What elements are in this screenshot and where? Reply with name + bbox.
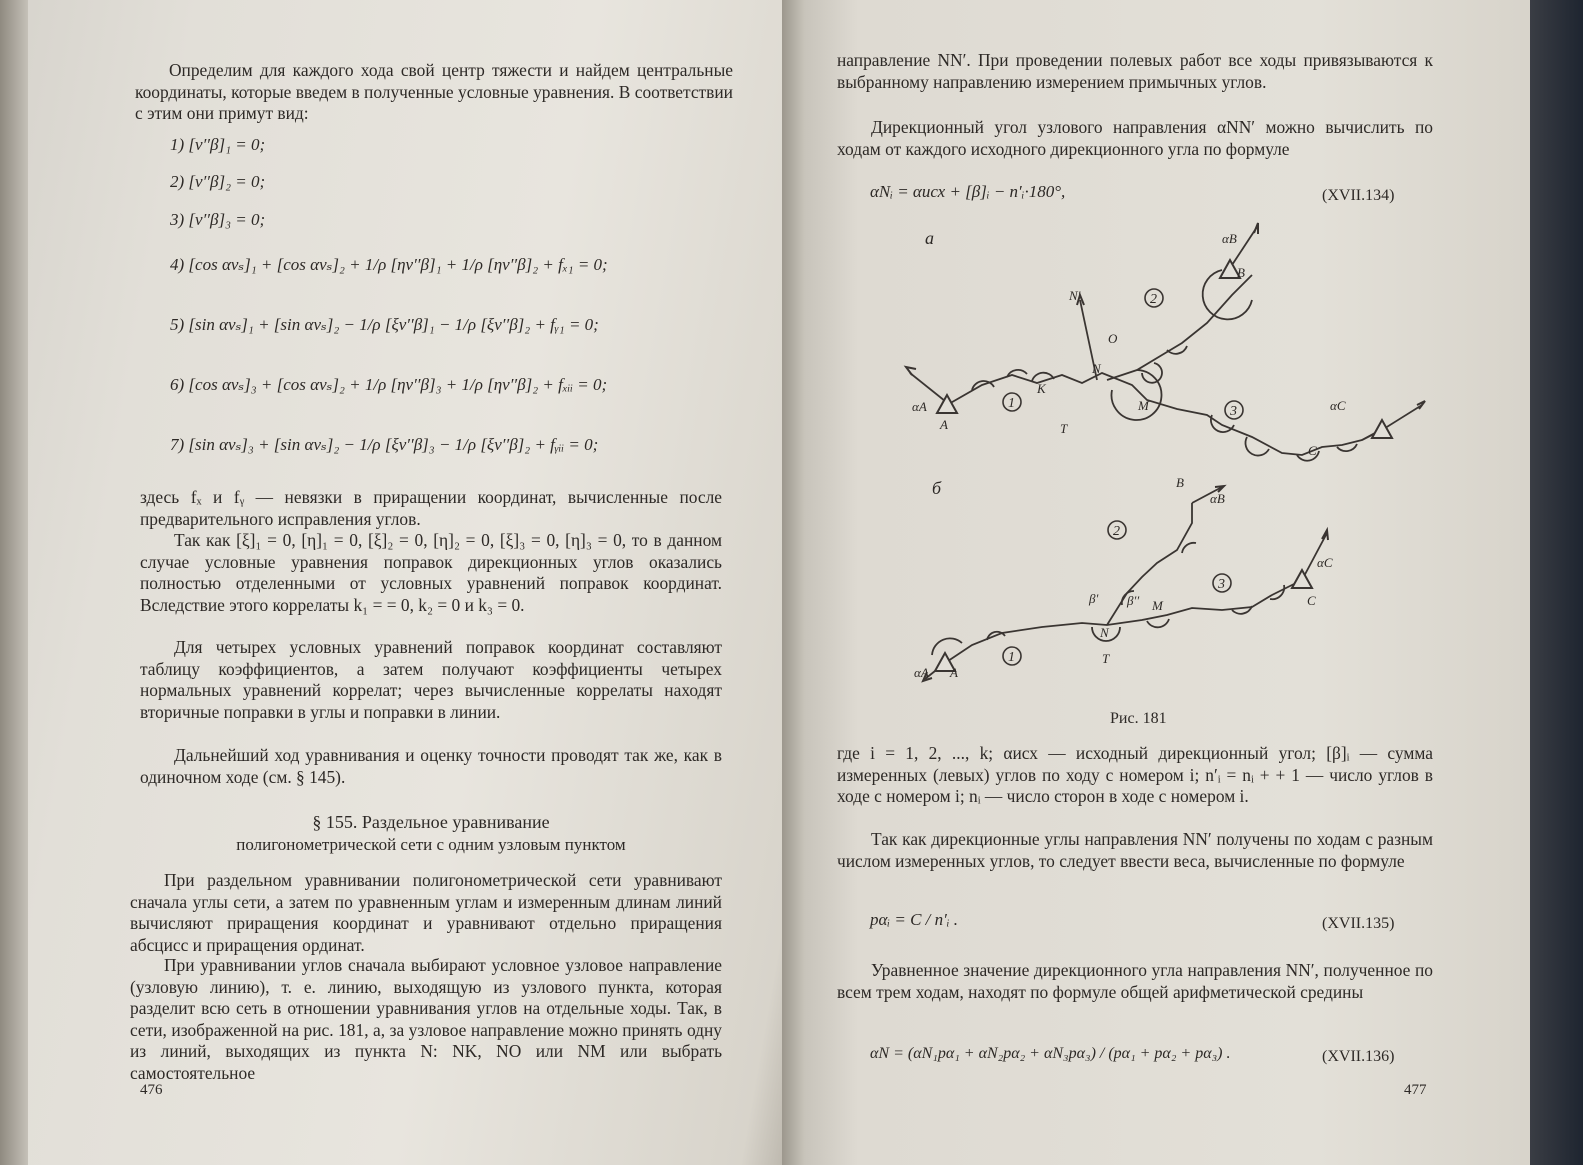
label-alpha-a-top: αA xyxy=(912,399,927,414)
equation-3: 3) [v′′β]₃ = 0; xyxy=(170,210,266,229)
section-subtitle: полигонометрической сети с одним узловым пунктом xyxy=(236,835,626,854)
label-a-top: A xyxy=(940,417,948,432)
equation-6: 6) [cos αvₛ]₃ + [cos αvₛ]₂ + 1/ρ [ηv′′β]₃ + 1/ρ [ηv′′β]₂ + fₓᵢᵢ = 0; xyxy=(170,375,608,394)
traverse-network-b xyxy=(925,487,1327,679)
point-labels-a xyxy=(912,231,1346,458)
triangle-markers-a xyxy=(937,260,1392,438)
formula-135-number: (XVII.135) xyxy=(1322,915,1395,932)
coefficients-paragraph: Для четырех условных уравнений поправок координат составляют таблицу коэффициентов, а затем получают коэффициенты четырех нормальных уравнений коррелат; через вычисленные коррелаты находят вторичные поправки в углы и поправки в линии. xyxy=(140,637,722,722)
arrows-b xyxy=(923,486,1328,681)
label-k-top: K xyxy=(1037,381,1046,396)
route-number-3-b: 3 xyxy=(1218,577,1225,592)
where-paragraph: где i = 1, 2, ..., k; αисх — исходный дирекционный угол; [β]ᵢ — сумма измеренных (левых) углов по ходу с номером i; n′ᵢ = nᵢ + + 1 — число углов в ходе с номером i; nᵢ — число сторон в ходе с номером i. xyxy=(837,743,1433,806)
label-alpha-a-bottom: αA xyxy=(914,665,929,680)
formula-134-number: (XVII.134) xyxy=(1322,187,1395,204)
label-n-prime-top: N′ xyxy=(1069,288,1081,303)
route-circles-b xyxy=(1003,521,1231,665)
node-direction-paragraph: При уравнивании углов сначала выбирают условное узловое направление (узловую линию), т. е. линию, выходящую из узлового пункта, которая разделит всю сеть в отношении уравнивания углов на отдельные ходы. Так, в сети, изображенной на рис. 181, а, за узловое направление можно принять одну из линий, выходящих из пункта N: NK, NO или NM или выбрать самостоятельное xyxy=(130,955,722,1083)
route-number-1-a: 1 xyxy=(1008,396,1015,411)
label-alpha-b-top: αB xyxy=(1222,231,1237,246)
label-c-top: C xyxy=(1308,443,1317,458)
azimuth-paragraph: Дирекционный угол узлового направления αNN′ можно вычислить по ходам от каждого исходного дирекционного угла по формуле xyxy=(837,117,1433,159)
figure-caption: Рис. 181 xyxy=(1110,710,1167,727)
triangle-markers-b xyxy=(935,570,1312,671)
label-o-top: O xyxy=(1108,331,1118,346)
separate-adjustment-paragraph: При раздельном уравнивании полигонометрической сети уравнивают сначала углы сети, а затем по уравненным углам и измеренным длинам линий вычисляют приращения координат и уравнивают отдельно приращения абсцисс и приращения ординат. xyxy=(130,870,722,955)
figure-label-b: б xyxy=(932,478,942,498)
right-page xyxy=(782,0,1542,1165)
equation-1: 1) [v′′β]₁ = 0; xyxy=(170,135,266,154)
book-right-edge xyxy=(1530,0,1583,1165)
route-number-3-a: 3 xyxy=(1230,404,1237,419)
formula-136: αN = (αN₁pα₁ + αN₂pα₂ + αN₃pα₃) / (pα₁ + pα₂ + pα₃) . xyxy=(870,1045,1231,1062)
traverse-network-a xyxy=(910,227,1422,461)
route-numbers-b xyxy=(1008,524,1225,665)
route-number-2-a: 2 xyxy=(1150,292,1157,307)
route-number-1-b: 1 xyxy=(1008,650,1015,665)
mean-paragraph: Уравненное значение дирекционного угла направления NN′, полученное по всем трем ходам, находят по формуле общей арифметической средины xyxy=(837,960,1433,1002)
label-b-top: B xyxy=(1237,265,1245,280)
label-m-top: M xyxy=(1138,398,1149,413)
page-number-left: 476 xyxy=(140,1082,163,1098)
further-paragraph: Дальнейший ход уравнивания и оценку точности проводят так же, как в одиночном ходе (см. § 145). xyxy=(140,745,722,787)
route-numbers-a xyxy=(1008,292,1237,419)
label-b-bottom: B xyxy=(1176,475,1184,490)
label-c-bottom: C xyxy=(1307,593,1316,608)
equation-7: 7) [sin αvₛ]₃ + [sin αvₛ]₂ − 1/ρ [ξv′′β]₃ − 1/ρ [ξv′′β]₂ + fᵧᵢᵢ = 0; xyxy=(170,435,599,454)
label-alpha-b-bottom: αB xyxy=(1210,491,1225,506)
direction-paragraph: направление NN′. При проведении полевых работ все ходы привязываются к выбранному направлению измерением примычных углов. xyxy=(837,50,1433,92)
label-a-bottom: A xyxy=(950,665,958,680)
formula-135: pαᵢ = C / n′ᵢ . xyxy=(870,910,959,929)
book-left-edge xyxy=(0,0,28,1165)
point-labels-b xyxy=(914,475,1333,680)
residuals-paragraph: здесь fₓ и fᵧ — невязки в приращении координат, вычисленные после предварительного исправления углов. xyxy=(140,487,722,529)
label-t-bottom: T xyxy=(1102,651,1110,666)
equation-2: 2) [v′′β]₂ = 0; xyxy=(170,172,266,191)
equation-4: 4) [cos αvₛ]₁ + [cos αvₛ]₂ + 1/ρ [ηv′′β]₁ + 1/ρ [ηv′′β]₂ + fₓ₁ = 0; xyxy=(170,255,608,274)
figure-181 xyxy=(782,215,1542,715)
weights-paragraph: Так как дирекционные углы направления NN′ получены по ходам с разным числом измеренных углов, то следует ввести веса, вычисленные по формуле xyxy=(837,829,1433,871)
left-page xyxy=(0,0,790,1165)
page-number-right: 477 xyxy=(1404,1082,1427,1098)
formula-136-number: (XVII.136) xyxy=(1322,1048,1395,1065)
route-number-2-b: 2 xyxy=(1113,524,1120,539)
label-beta-double-prime: β′′ xyxy=(1127,593,1140,608)
label-beta-prime: β′ xyxy=(1089,591,1099,606)
equation-5: 5) [sin αvₛ]₁ + [sin αvₛ]₂ − 1/ρ [ξv′′β]₁ − 1/ρ [ξv′′β]₂ + fᵧ₁ = 0; xyxy=(170,315,599,334)
label-n-bottom: N xyxy=(1100,625,1109,640)
label-alpha-c-bottom: αC xyxy=(1317,555,1333,570)
label-n-top: N xyxy=(1092,361,1101,376)
label-alpha-c-top: αC xyxy=(1330,398,1346,413)
label-t-top: T xyxy=(1060,421,1068,436)
correlates-paragraph: Так как [ξ]₁ = 0, [η]₁ = 0, [ξ]₂ = 0, [η]₂ = 0, [ξ]₃ = 0, [η]₃ = 0, то в данном случае условные уравнения поправок дирекционных углов оказались полностью отделенными от условных уравнений поправок координат. Вследствие этого коррелаты k₁ = = 0, k₂ = 0 и k₃ = 0. xyxy=(140,530,722,615)
intro-paragraph: Определим для каждого хода свой центр тяжести и найдем центральные координаты, которые введем в полученные условные уравнения. В соответствии с этим они примут вид: xyxy=(135,60,733,123)
label-m-bottom: M xyxy=(1152,598,1163,613)
figure-label-a: а xyxy=(925,228,934,248)
formula-134: αNᵢ = αисх + [β]ᵢ − n′ᵢ·180°, xyxy=(870,182,1066,201)
section-title: § 155. Раздельное уравнивание xyxy=(312,812,550,832)
